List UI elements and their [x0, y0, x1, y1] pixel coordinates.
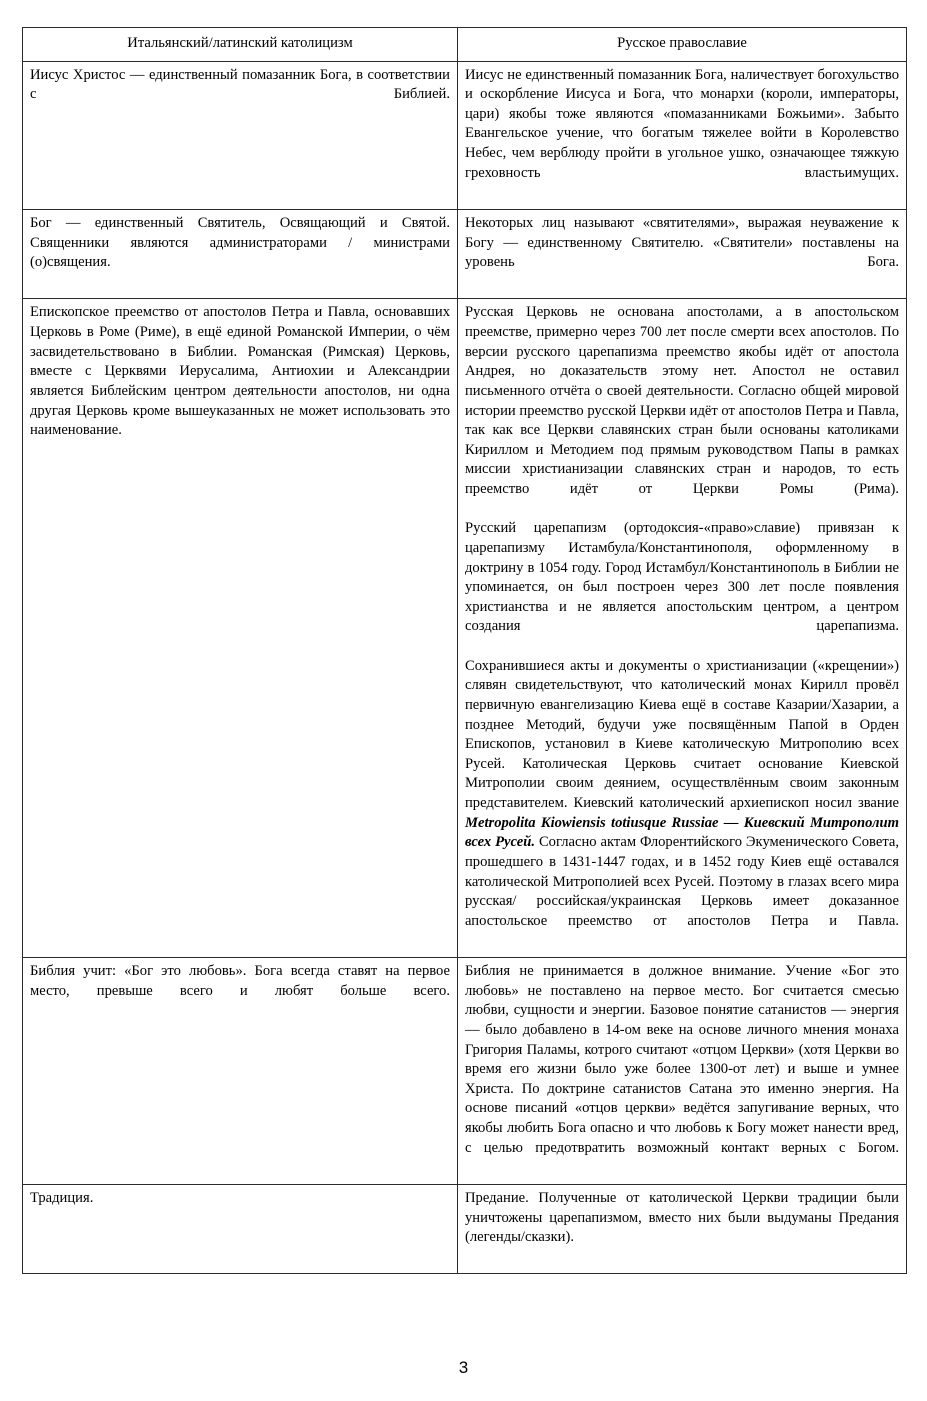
paragraph-with-latin-title — [465, 657, 899, 951]
paragraph: Русский царепапизм (ортодоксия-«право»славие) привязан к царепапизму Истамбула/Константинополя, оформленному в доктрину в 1054 году. Город Истамбул/Константинополь в Библии не упоминается, он был построен через 300 лет после появления христианства и не является апостольским центром, а центром создания царепапизма. — [465, 520, 899, 635]
row-3-cell-catholicism — [23, 299, 458, 958]
row-3-cell-orthodoxy — [458, 299, 907, 958]
row-4-cell-catholicism — [23, 958, 458, 1185]
paragraph: Традиция. — [30, 1189, 94, 1206]
page-number: 3 — [458, 1358, 469, 1377]
column-header-orthodoxy: Русское православие — [458, 28, 907, 62]
paragraph: Епископское преемство от апостолов Петра и Павла, основавших Церковь в Роме (Риме), в ещё единой Романской Империи, о чём засвидетельствовано в Библии. Романская (Римская) Церковь, вместе с Церквями Иерусалима, Антиохии и Александрии является Библейским центром деятельности апостолов, ни одна другая Церковь кроме вышеуказанных не может использовать это наименование. — [30, 304, 450, 439]
table-row — [23, 209, 907, 299]
table-row — [23, 61, 907, 209]
table-header-row — [23, 28, 907, 62]
column-header-catholicism: Итальянский/латинский католицизм — [23, 28, 458, 62]
row-5-cell-catholicism — [23, 1184, 458, 1274]
paragraph-text-tail: Согласно актам Флорентийского Экуменического Совета, прошедшего в 1431-1447 годах, и в 1452 году Киев ещё оставался католической Митрополией всех Русей. Поэтому в глазах всего мира русская/ российская/украинская Церковь имеет доказанное апостольское преемство от апостолов Петра и Павла. — [465, 834, 900, 929]
comparison-table — [22, 27, 907, 1274]
paragraph: Иисус не единственный помазанник Бога, наличествует богохульство и оскорбление Иисуса и Бога, что монархи (короли, императоры, цари) якобы тоже являются «помазанниками Божьими». Забыто Евангельское учение, что богатым тяжелее войти в Королевство Небес, чем верблюду пройти в угольное ушко, означающее тяжкую греховность властьимущих. — [465, 66, 899, 181]
row-5-cell-orthodoxy — [458, 1184, 907, 1274]
row-2-cell-catholicism — [23, 209, 458, 299]
paragraph-text-lead: Сохранившиеся акты и документы о христианизации («крещении») слявян свидетельствуют, что католический монах Кирилл провёл первичную евангелизацию Киева ещё в составе Казарии/Хазарии, а позднее Методий, будучи уже посвящённым Папой в Орден Епископов, установил в Киеве католическую Митрополию всех Русей. Католическая Церковь считает основание Киевской Митрополии своим деянием, осуществлённым своим законным представителем. Киевский католический архиепископ носил звание — [465, 657, 899, 811]
paragraph: Иисус Христос — единственный помазанник Бога, в соответствии с Библией. — [30, 66, 450, 103]
table-header — [23, 28, 907, 62]
table-row — [23, 1184, 907, 1274]
paragraph: Некоторых лиц называют «святителями», выражая неуважение к Богу — единственному Святителю. «Святители» поставлены на уровень Бога. — [465, 214, 899, 271]
latin-title-emphasis: Metropolita Kiowiensis totiusque Russiae — Киевский Митрополит всех Русей. — [465, 814, 899, 851]
paragraph: Библия учит: «Бог это любовь». Бога всегда ставят на первое место, превыше всего и любят больше всего. — [30, 963, 450, 999]
table-row — [23, 299, 907, 958]
paragraph: Библия не принимается в должное внимание. Учение «Бог это любовь» не поставлено на первое место. Бог считается смесью любви, сущности и энергии. Базовое понятие сатанистов — энергия — было добавлено в 14-ом веке на основе личного мнения монаха Григория Паламы, котрого считают «отцом Церкви» (хотя Церкви во время его жизни было уже более 1300-от лет) и выше и умнее Христа. По доктрине сатанистов Сатана это именно энергия. На основе писаний «отцов церкви» ведётся запугивание верных, что якобы любить Бога опасно и что любовь к Богу может нанести вред, с целью предотвратить возможный контакт верных с Богом. — [465, 963, 899, 1156]
comparison-table-container — [22, 27, 906, 1274]
row-2-cell-orthodoxy — [458, 209, 907, 299]
row-1-cell-orthodoxy — [458, 61, 907, 209]
row-1-cell-catholicism — [23, 61, 458, 209]
table-body — [23, 61, 907, 1274]
row-4-cell-orthodoxy — [458, 958, 907, 1185]
paragraph: Бог — единственный Святитель, Освящающий и Святой. Священники являются администраторами / министрами (о)священия. — [30, 214, 450, 271]
table-row — [23, 958, 907, 1185]
paragraph: Предание. Полученные от католической Церкви традиции были уничтожены царепапизмом, вместо них были выдуманы Предания (легенды/сказки). — [465, 1189, 899, 1246]
paragraph: Русская Церковь не основана апостолами, а в апостольском преемстве, примерно через 700 лет после смерти всех апостолов. По версии русского царепапизма преемство якобы идёт от апостола Андрея, но доказательств этому нет. Апостол не оставил письменного отчёта о своей деятельности. Согласно общей мировой истории преемство русской Церкви идёт от апостолов Петра и Павла, так как все Церкви славянских стран были основаны католиками Кириллом и Методием под прямым руководством Папы в рамках миссии христианизации славянских стран и народов, то есть преемство идёт от Церкви Ромы (Рима). — [465, 304, 899, 497]
